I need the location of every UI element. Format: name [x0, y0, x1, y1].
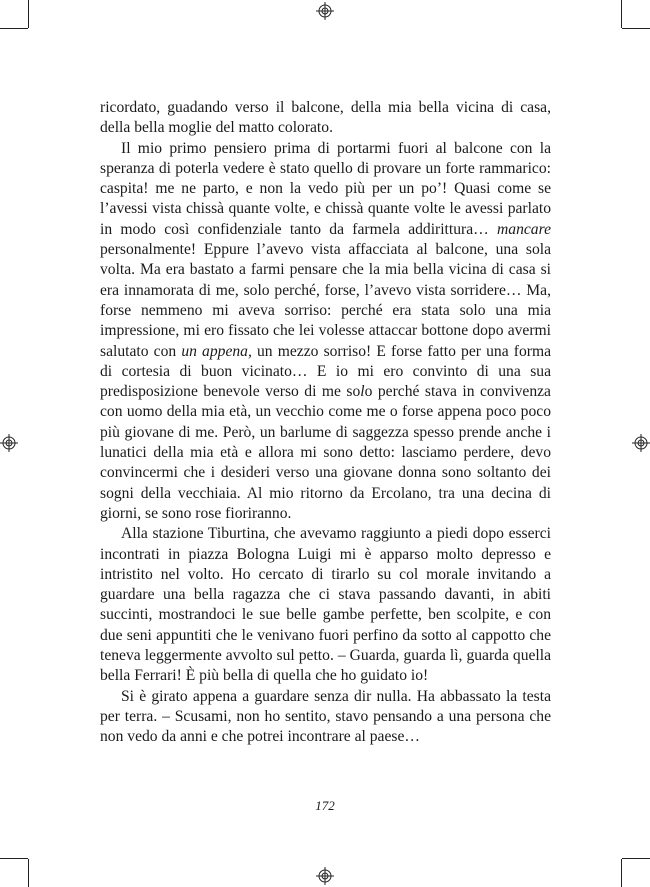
crop-mark-top-left-h: [0, 28, 28, 29]
crop-mark-top-right-h: [622, 28, 650, 29]
italic-run: mancare: [497, 220, 551, 238]
text-run: ricordato, guadando verso il balcone, della mia bella vicina di casa, della bella moglie del matto colorato.: [100, 99, 551, 137]
registration-mark-bottom-icon: [316, 867, 334, 885]
paragraph: [100, 524, 551, 686]
page-number: 172: [315, 798, 335, 813]
italic-run: l: [360, 383, 365, 401]
text-run: o perché stava in convivenza con uomo della mia età, un vecchio come me o forse appena poco poco più giovane di me. Però, un barlume di saggezza spesso prende anche i lunatici della mia età e allora mi sono detto: lasciamo perdere, devo convincermi che i desideri verso una giovane donna sono soltanto dei sogni della vecchiaia. Al mio ritorno da Ercolano, tra una decina di giorni, se sono rose fioriranno.: [100, 383, 551, 522]
paragraph: [100, 98, 551, 139]
paragraph: [100, 139, 551, 525]
crop-mark-bottom-right-h: [622, 858, 650, 859]
text-run: un mezzo sorriso! E forse fatto per una forma di cortesia di buon vicinato… E io mi ero convinto di una sua predisposizione benevole verso di me so: [100, 342, 551, 401]
registration-mark-top-icon: [316, 2, 334, 20]
crop-mark-bottom-left-v: [28, 859, 29, 887]
body-text: [100, 98, 551, 748]
paragraph: [100, 687, 551, 748]
italic-run: un appena,: [181, 342, 252, 360]
crop-mark-bottom-left-h: [0, 858, 28, 859]
registration-mark-left-icon: [0, 434, 18, 452]
crop-mark-top-right-v: [621, 0, 622, 28]
text-run: personalmente! Eppure l’avevo vista affacciata al balcone, una sola volta. Ma era bastato a farmi pensare che la mia bella vicina di casa si era innamorata di me, solo perché, forse, l’avevo vista sorridere… Ma, forse nemmeno mi aveva sorriso: perché era stata solo una mia impressione, mi ero fissato che lei volesse attaccar bottone dopo avermi salutato con: [100, 241, 551, 360]
text-run: Si è girato appena a guardare senza dir nulla. Ha abbassato la testa per terra. – Scusami, non ho sentito, stavo pensando a una persona che non vedo da anni e che potrei incontrare al paese…: [100, 687, 551, 746]
registration-mark-right-icon: [632, 434, 650, 452]
crop-mark-top-left-v: [28, 0, 29, 28]
text-run: Alla stazione Tiburtina, che avevamo raggiunto a piedi dopo esserci incontrati in piazza Bologna Luigi mi è apparso molto depresso e intristito nel volto. Ho cercato di tirarlo su col morale invitando a guardare una bella ragazza che ci stava passando davanti, in abiti succinti, mostrandoci le sue belle gambe perfette, ben scolpite, e con due seni appuntiti che le venivano fuori perfino da sotto al cappotto che teneva leggermente avvolto sul petto. – Guarda, guarda lì, guarda quella bella Ferrari! È più bella di quella che ho guidato io!: [100, 525, 551, 685]
crop-mark-bottom-right-v: [621, 859, 622, 887]
text-run: Il mio primo pensiero prima di portarmi fuori al balcone con la speranza di poterla vedere è stato quello di provare un forte rammarico: caspita! me ne parto, e non la vedo più per un po’! Quasi come se l’avessi vista chissà quante volte, e chissà quante volte le avessi parlato in modo così confidenziale tanto da farmela addirittura…: [100, 139, 551, 238]
